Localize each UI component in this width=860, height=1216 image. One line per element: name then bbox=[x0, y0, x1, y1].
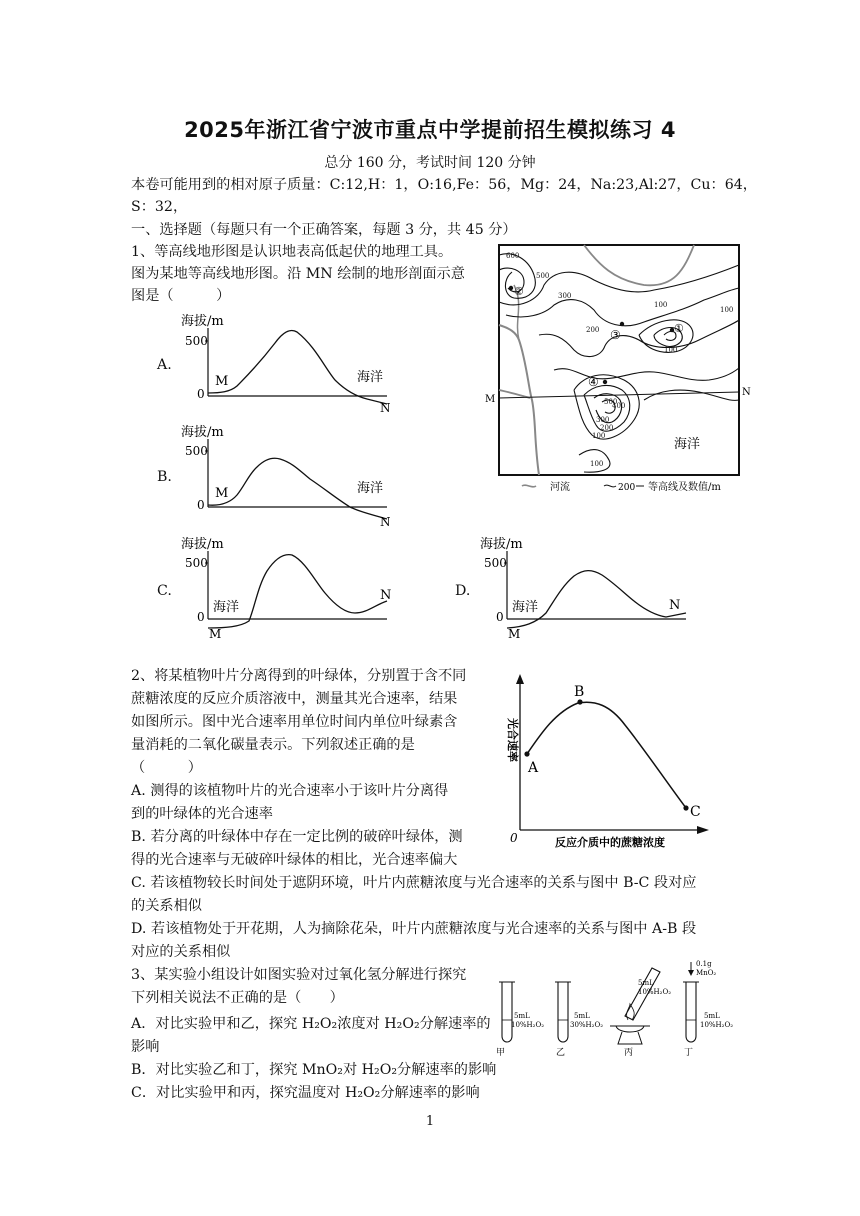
q3-option-a-2: 影响 bbox=[131, 1039, 160, 1055]
tube-label-yi: 乙 bbox=[556, 1048, 566, 1058]
chart-origin: 0 bbox=[510, 831, 518, 845]
contour-label: 600 bbox=[506, 252, 520, 260]
profile-ylabel: 海拔/m bbox=[480, 537, 523, 552]
q3-option-c: C．对比实验甲和丙，探究温度对 H₂O₂分解速率的影响 bbox=[131, 1085, 480, 1101]
point-a bbox=[524, 751, 529, 756]
contour-label: 200 bbox=[586, 326, 600, 334]
contour-label: 100 bbox=[664, 346, 678, 354]
profile-n: N bbox=[380, 401, 391, 413]
q3-line-2: 下列相关说法不正确的是（ ） bbox=[131, 990, 344, 1006]
contour-label: 300 bbox=[558, 292, 572, 300]
tick-0: 0 bbox=[197, 498, 205, 512]
profile-ylabel: 海拔/m bbox=[181, 314, 224, 329]
q2-option-b-2: 得的光合速率与无破碎叶绿体的相比，光合速率偏大 bbox=[131, 852, 458, 868]
profile-ylabel: 海拔/m bbox=[181, 537, 224, 552]
point-b bbox=[577, 699, 582, 704]
map-n: N bbox=[742, 387, 751, 398]
q2-option-d-2: 对应的关系相似 bbox=[131, 944, 231, 960]
profile-n: N bbox=[380, 588, 392, 603]
q1-option-d-label: D. bbox=[455, 583, 471, 599]
contour-label: 100 bbox=[720, 306, 734, 314]
map-ocean: 海洋 bbox=[674, 437, 701, 452]
q1-line-2: 图为某地等高线地形图。沿 MN 绘制的地形剖面示意 bbox=[131, 266, 465, 282]
q1-profile-b bbox=[175, 419, 400, 527]
profile-m: M bbox=[215, 486, 229, 501]
profile-n: N bbox=[669, 598, 681, 613]
map-point-1: ① bbox=[674, 322, 684, 335]
q3-option-a-1: A．对比实验甲和乙，探究 H₂O₂浓度对 H₂O₂分解速率的 bbox=[131, 1016, 491, 1032]
conc-ding: 10%H₂O₂ bbox=[700, 1021, 734, 1029]
profile-ocean: 海洋 bbox=[512, 600, 539, 615]
conc-bing: 10%H₂O₂ bbox=[638, 988, 672, 996]
mno2-label: MnO₂ bbox=[696, 969, 717, 977]
q2-option-a-1: A. 测得的该植物叶片的光合速率小于该叶片分离得 bbox=[131, 783, 449, 799]
contour-label: 400 bbox=[612, 402, 626, 410]
vol-bing: 5mL bbox=[638, 979, 654, 987]
label-a: A bbox=[528, 760, 539, 776]
conc-jia: 10%H₂O₂ bbox=[511, 1021, 545, 1029]
q1-line-1: 1、等高线地形图是认识地表高低起伏的地理工具。 bbox=[131, 244, 453, 260]
contour-label: 100 bbox=[654, 301, 668, 309]
legend-river: 河流 bbox=[550, 482, 570, 493]
profile-ocean: 海洋 bbox=[213, 600, 240, 615]
q2-photosynthesis-chart bbox=[500, 670, 715, 855]
profile-m: M bbox=[215, 374, 229, 389]
tick-0: 0 bbox=[496, 610, 504, 624]
page-number: 1 bbox=[425, 1114, 435, 1129]
q2-option-c-1: C. 若该植物较长时间处于遮阴环境，叶片内蔗糖浓度与光合速率的关系与图中 B-C 段对应 bbox=[131, 875, 697, 891]
q2-line-2: 蔗糖浓度的反应介质溶液中，测量其光合速率，结果 bbox=[131, 691, 458, 707]
chart-ylabel: 光合速率 bbox=[506, 718, 519, 762]
profile-ocean: 海洋 bbox=[357, 481, 384, 496]
tick-500: 500 bbox=[185, 556, 208, 570]
contour-label: 500 bbox=[604, 398, 618, 406]
tick-500: 500 bbox=[185, 334, 208, 348]
q2-line-3: 如图所示。图中光合速率用单位时间内单位叶绿素含 bbox=[131, 714, 458, 730]
profile-ylabel: 海拔/m bbox=[181, 425, 224, 440]
chart-xlabel: 反应介质中的蔗糖浓度 bbox=[555, 836, 665, 849]
profile-ocean: 海洋 bbox=[357, 370, 384, 385]
legend-contour-text: 等高线及数值/m bbox=[648, 482, 721, 493]
contour-label: 100 bbox=[592, 432, 606, 440]
tick-500: 500 bbox=[185, 444, 208, 458]
label-c: C bbox=[690, 804, 701, 820]
q3-test-tubes-figure bbox=[490, 960, 750, 1060]
tube-label-jia: 甲 bbox=[496, 1048, 506, 1058]
profile-n: N bbox=[380, 515, 391, 527]
q2-line-5: （ ） bbox=[131, 760, 202, 776]
q1-profile-c bbox=[175, 531, 400, 641]
q3-line-1: 3、某实验小组设计如图实验对过氧化氢分解进行探究 bbox=[131, 967, 467, 983]
tube-label-ding: 丁 bbox=[684, 1048, 694, 1058]
page-title: 2025年浙江省宁波市重点中学提前招生模拟练习 4 bbox=[184, 118, 676, 142]
tube-label-bing: 丙 bbox=[624, 1048, 634, 1058]
map-point-4: ④ bbox=[588, 375, 599, 389]
contour-label: 300 bbox=[596, 416, 610, 424]
q1-profile-d bbox=[474, 531, 699, 641]
contour-label: 200 bbox=[600, 424, 614, 432]
q2-option-c-2: 的关系相似 bbox=[131, 898, 202, 914]
tick-0: 0 bbox=[197, 610, 205, 624]
q1-option-a-label: A. bbox=[157, 357, 172, 373]
point-c bbox=[683, 805, 688, 810]
contour-label: 100 bbox=[590, 460, 604, 468]
tick-0: 0 bbox=[197, 387, 205, 401]
vol-ding: 5mL bbox=[704, 1012, 720, 1020]
label-b: B bbox=[574, 684, 585, 700]
section-heading: 一、选择题（每题只有一个正确答案，每题 3 分，共 45 分） bbox=[131, 222, 517, 238]
atomic-mass-line-2: S：32， bbox=[131, 199, 188, 215]
q2-option-b-1: B. 若分离的叶绿体中存在一定比例的破碎叶绿体，测 bbox=[131, 829, 463, 845]
q3-option-b: B．对比实验乙和丁，探究 MnO₂对 H₂O₂分解速率的影响 bbox=[131, 1062, 497, 1078]
q2-line-4: 量消耗的二氧化碳量表示。下列叙述正确的是 bbox=[131, 737, 415, 753]
vol-jia: 5mL bbox=[514, 1012, 530, 1020]
legend-contour-value: 200 bbox=[618, 483, 636, 493]
q2-option-d-1: D. 若该植物处于开花期，人为摘除花朵，叶片内蔗糖浓度与光合速率的关系与图中 A-B 段 bbox=[131, 921, 697, 937]
vol-yi: 5mL bbox=[574, 1012, 590, 1020]
exam-info: 总分 160 分，考试时间 120 分钟 bbox=[324, 155, 536, 171]
map-point-2: ② bbox=[514, 285, 524, 298]
profile-m: M bbox=[209, 627, 222, 641]
mno2-mass: 0.1g bbox=[696, 960, 712, 968]
q1-option-c-label: C. bbox=[157, 583, 172, 599]
q1-option-b-label: B. bbox=[157, 469, 172, 485]
q1-line-3: 图是（ ） bbox=[131, 288, 231, 304]
q2-line-1: 2、将某植物叶片分离得到的叶绿体，分别置于含不同 bbox=[131, 668, 467, 684]
map-m: M bbox=[485, 394, 496, 405]
conc-yi: 30%H₂O₂ bbox=[570, 1021, 604, 1029]
atomic-mass-line-1: 本卷可能用到的相对原子质量：C:12,H：1，O:16,Fe：56，Mg：24，Na:23,Al:27，Cu：64， bbox=[131, 177, 757, 193]
map-point-3: ③ bbox=[610, 328, 621, 342]
tick-500: 500 bbox=[484, 556, 507, 570]
q2-option-a-2: 到的叶绿体的光合速率 bbox=[131, 806, 273, 822]
profile-m: M bbox=[508, 627, 521, 641]
q1-contour-map bbox=[484, 240, 754, 497]
contour-label: 500 bbox=[536, 272, 550, 280]
q1-profile-a bbox=[175, 308, 400, 413]
